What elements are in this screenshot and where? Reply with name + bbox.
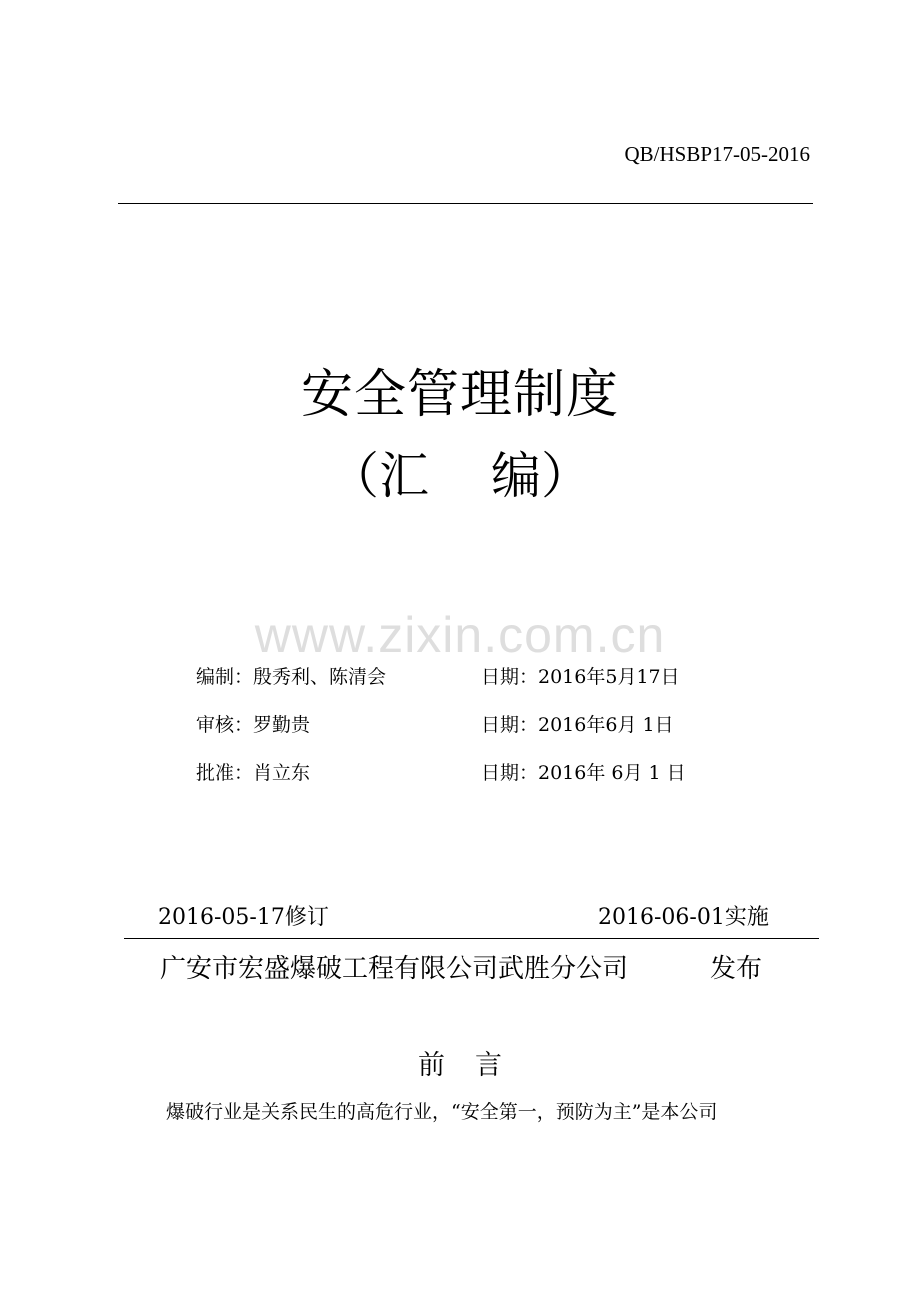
footer-divider xyxy=(124,938,819,939)
compiled-by: 编制：殷秀利、陈清会 xyxy=(196,666,387,688)
header-divider xyxy=(118,203,813,204)
approved-date: 日期：2016年 6月 1 日 xyxy=(481,762,686,784)
approved-by: 批准：肖立东 xyxy=(196,762,311,784)
preface-heading-a: 前 xyxy=(418,1050,445,1081)
publisher-name: 广安市宏盛爆破工程有限公司武胜分公司 xyxy=(160,954,629,984)
reviewed-date: 日期：2016年6月 1日 xyxy=(481,714,674,736)
reviewed-by: 审核：罗勤贵 xyxy=(196,714,311,736)
watermark: www.zixin.com.cn xyxy=(254,607,666,663)
document-title: 安全管理制度 xyxy=(300,365,619,425)
publish-label: 发布 xyxy=(710,954,763,984)
subtitle-open: （汇 xyxy=(329,447,429,505)
preface-heading xyxy=(0,1043,920,1082)
preface-paragraph: 爆破行业是关系民生的高危行业，“安全第一，预防为主”是本公司 xyxy=(166,1101,718,1123)
implementation-date: 2016-06-01实施 xyxy=(598,905,769,930)
revision-date: 2016-05-17修订 xyxy=(158,905,329,930)
preface-heading-b: 言 xyxy=(475,1050,502,1081)
subtitle-close: 编） xyxy=(491,447,591,505)
compiled-date: 日期：2016年5月17日 xyxy=(481,666,680,688)
document-code: QB/HSBP17-05-2016 xyxy=(624,142,810,166)
document-subtitle xyxy=(0,436,920,508)
